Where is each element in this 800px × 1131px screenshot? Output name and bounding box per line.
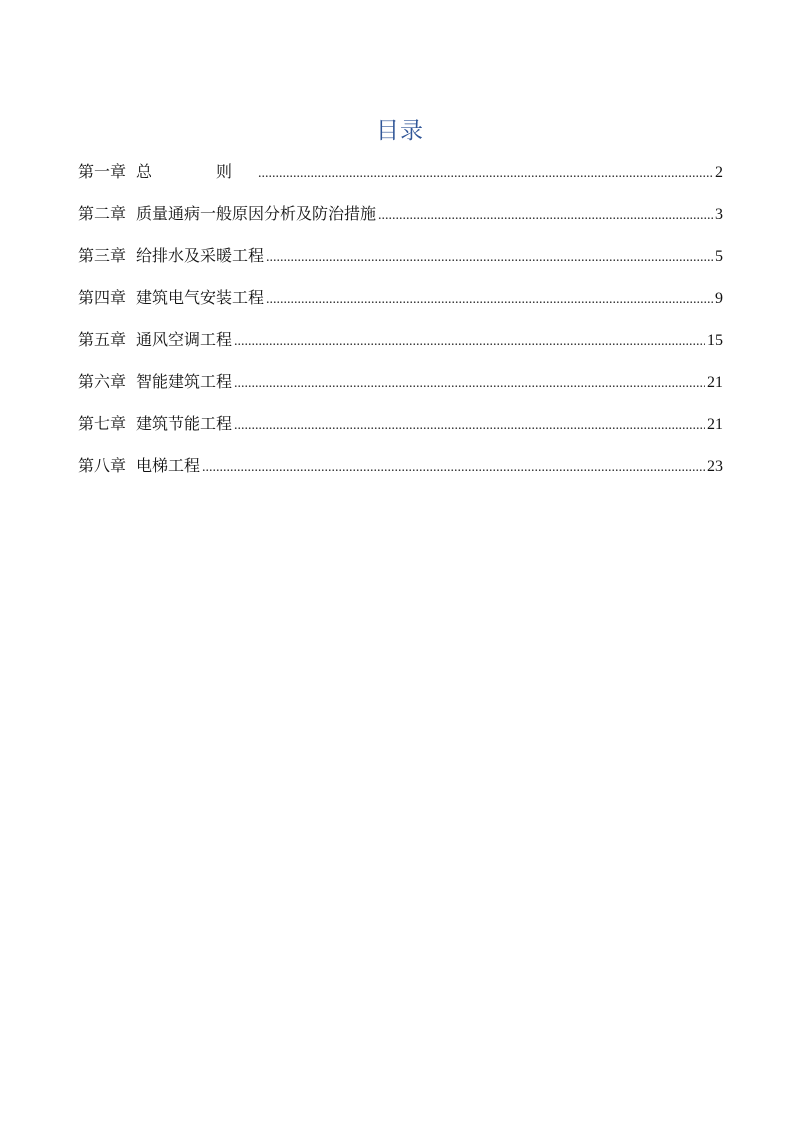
toc-entry[interactable] xyxy=(78,242,723,284)
toc-entry[interactable] xyxy=(78,368,723,410)
page-number: 21 xyxy=(707,374,723,391)
chapter-title: 通风空调工程 xyxy=(136,330,233,349)
chapter-title: 电梯工程 xyxy=(136,456,201,475)
chapter-title: 建筑电气安装工程 xyxy=(136,288,265,307)
chapter-number: 第五章 xyxy=(78,330,127,349)
toc-list xyxy=(78,158,723,494)
chapter-title: 质量通病一般原因分析及防治措施 xyxy=(136,204,377,223)
chapter-title: 给排水及采暖工程 xyxy=(136,246,265,265)
dot-leader xyxy=(202,454,705,482)
chapter-number: 第三章 xyxy=(78,246,127,265)
toc-entry[interactable] xyxy=(78,284,723,326)
dot-leader xyxy=(266,286,713,314)
chapter-title: 建筑节能工程 xyxy=(136,414,233,433)
dot-leader xyxy=(378,202,713,230)
page-number: 9 xyxy=(715,290,723,307)
page-number: 2 xyxy=(715,164,723,181)
chapter-number: 第六章 xyxy=(78,372,127,391)
toc-entry[interactable] xyxy=(78,326,723,368)
dot-leader xyxy=(234,370,705,398)
page-number: 15 xyxy=(707,332,723,349)
dot-leader xyxy=(234,328,705,356)
toc-title: 目录 xyxy=(376,118,424,144)
chapter-title: 总 则 xyxy=(136,162,257,181)
toc-entry[interactable] xyxy=(78,200,723,242)
chapter-number: 第二章 xyxy=(78,204,127,223)
page-number: 3 xyxy=(715,206,723,223)
chapter-number: 第一章 xyxy=(78,162,127,181)
dot-leader xyxy=(258,160,713,188)
chapter-number: 第八章 xyxy=(78,456,127,475)
toc-entry[interactable] xyxy=(78,452,723,494)
page-number: 23 xyxy=(707,458,723,475)
toc-entry[interactable] xyxy=(78,410,723,452)
dot-leader xyxy=(234,412,705,440)
dot-leader xyxy=(266,244,713,272)
page-number: 21 xyxy=(707,416,723,433)
chapter-number: 第七章 xyxy=(78,414,127,433)
chapter-title: 智能建筑工程 xyxy=(136,372,233,391)
toc-entry[interactable] xyxy=(78,158,723,200)
page-number: 5 xyxy=(715,248,723,265)
chapter-number: 第四章 xyxy=(78,288,127,307)
